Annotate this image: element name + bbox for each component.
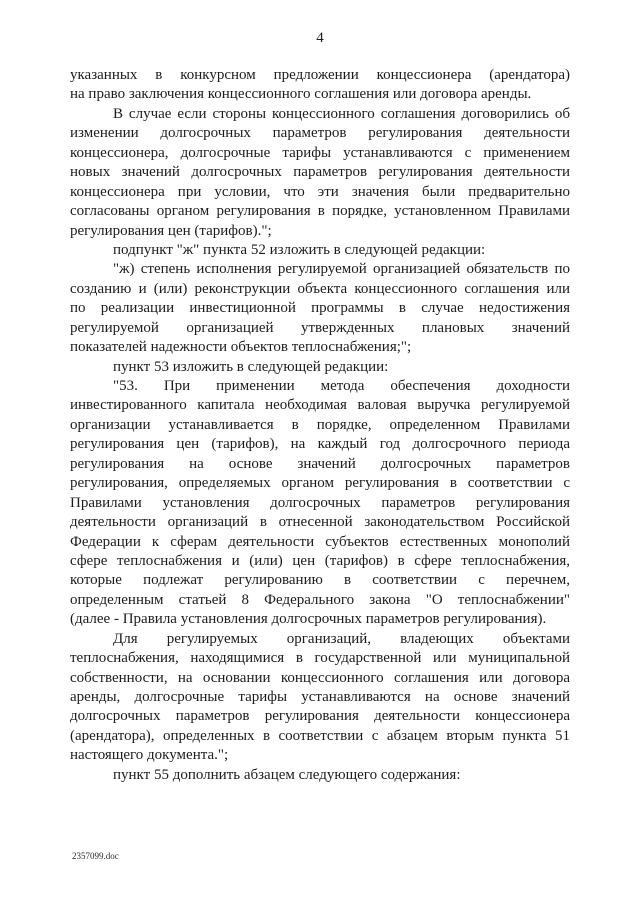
- text-line: подпункт "ж" пункта 52 изложить в следующей редакции:: [113, 241, 486, 258]
- page-number: 4: [316, 30, 324, 46]
- text-line: организации устанавливается в порядке, определенном Правилами: [70, 416, 570, 433]
- text-line: регулирования цен (тарифов).";: [70, 222, 272, 239]
- text-line: регулирования, определяемых органом регулирования в соответствии с: [70, 475, 570, 492]
- text-line: новых значений долгосрочных параметров регулирования деятельности: [70, 164, 570, 181]
- paragraph: [70, 358, 570, 377]
- text-line: регулирования цен (тарифов), на каждый год долгосрочного периода: [70, 436, 570, 453]
- paragraph: [70, 377, 570, 630]
- text-line: В случае если стороны концессионного соглашения договорились об: [113, 105, 570, 122]
- text-line: изменении долгосрочных параметров регулирования деятельности: [70, 125, 570, 142]
- text-line: указанных в конкурсном предложении концессионера (арендатора): [70, 67, 570, 83]
- text-line: Федерации к сферам деятельности субъектов естественных монополий: [70, 533, 570, 550]
- footer-filename: 2357099.doc: [72, 851, 119, 861]
- text-line: деятельности организаций в отнесенной законодательством Российской: [70, 514, 570, 531]
- text-line: аренды, долгосрочные тарифы устанавливаются на основе значений: [70, 689, 570, 705]
- text-line: пункт 55 дополнить абзацем следующего содержания:: [113, 766, 461, 783]
- text-line: Правилами установления долгосрочных параметров регулирования: [70, 494, 570, 511]
- paragraph: [70, 105, 570, 241]
- text-line: определенным статьей 8 Федерального закона "О теплоснабжении": [70, 591, 570, 608]
- paragraph: [70, 260, 570, 357]
- text-line: согласованы органом регулирования в порядке, установленном Правилами: [70, 203, 570, 220]
- text-line: пункт 53 изложить в следующей редакции:: [113, 358, 389, 375]
- text-line: показателей надежности объектов теплоснабжения;";: [70, 339, 412, 356]
- paragraph: [70, 630, 570, 766]
- text-line: сфере теплоснабжения и (или) цен (тарифов) в сфере теплоснабжения,: [70, 552, 570, 569]
- text-line: концессионера, долгосрочные тарифы устанавливаются с применением: [70, 144, 570, 161]
- text-line: по реализации инвестиционной программы в случае недостижения: [70, 300, 570, 317]
- text-line: долгосрочных параметров регулирования деятельности концессионера: [70, 708, 570, 725]
- text-line: "53. При применении метода обеспечения доходности: [113, 378, 570, 394]
- text-line: которые подлежат регулированию в соответствии с перечнем,: [70, 572, 570, 589]
- paragraph: [70, 241, 570, 260]
- paragraph: [70, 66, 570, 105]
- text-line: собственности, на основании концессионного соглашения или договора: [70, 669, 570, 686]
- text-line: теплоснабжения, находящимися в государственной или муниципальной: [70, 650, 570, 667]
- text-line: (арендатора), определенных в соответствии с абзацем вторым пункта 51: [70, 727, 570, 744]
- text-line: регулируемой организацией утвержденных плановых значений: [70, 319, 570, 336]
- text-line: (далее - Правила установления долгосрочных параметров регулирования).: [70, 611, 547, 628]
- text-line: "ж) степень исполнения регулируемой организацией обязательств по: [113, 261, 570, 278]
- text-line: Для регулируемых организаций, владеющих объектами: [113, 630, 570, 647]
- document-body: [70, 66, 570, 785]
- text-line: на право заключения концессионного соглашения или договора аренды.: [70, 86, 532, 103]
- text-line: созданию и (или) реконструкции объекта концессионного соглашения или: [70, 280, 570, 297]
- text-line: инвестированного капитала необходимая валовая выручка регулируемой: [70, 397, 570, 414]
- text-line: регулирования на основе значений долгосрочных параметров: [70, 455, 570, 472]
- paragraph: [70, 766, 570, 785]
- text-line: настоящего документа.";: [70, 747, 229, 764]
- text-line: концессионера при условии, что эти значения были предварительно: [70, 183, 570, 200]
